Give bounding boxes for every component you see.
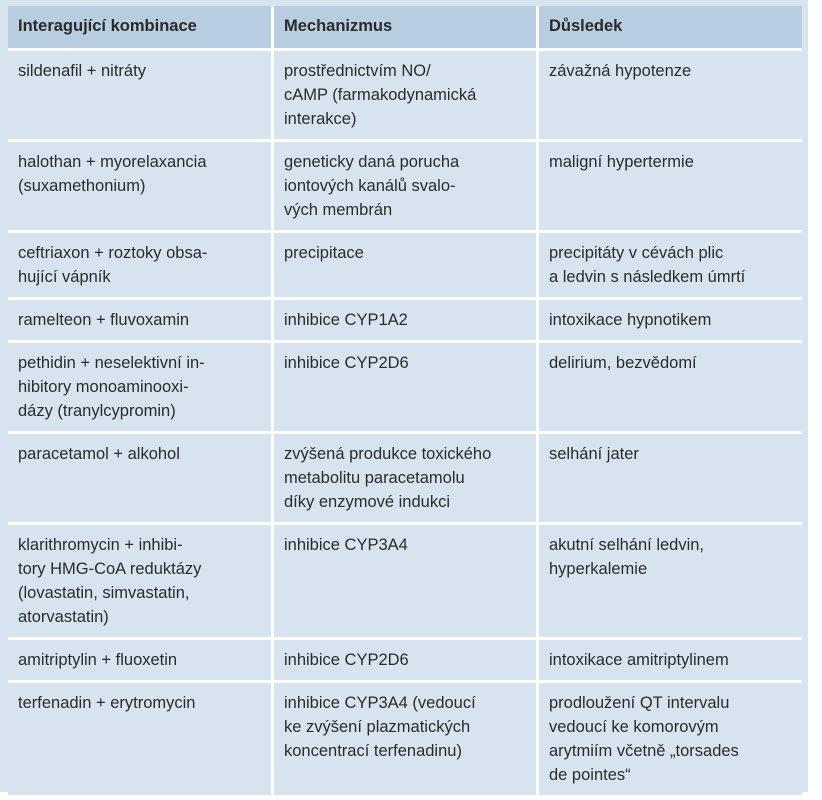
cell-consequence: maligní hypertermie [539, 139, 802, 230]
column-header-mechanism: Mechanizmus [274, 6, 539, 48]
table-row [8, 522, 802, 637]
cell-mechanism: inhibice CYP3A4 (vedoucí ke zvýšení plazmatických koncentrací terfenadinu) [274, 680, 539, 795]
cell-combination: halothan + myorelaxancia (suxamethonium) [8, 139, 274, 230]
cell-mechanism: inhibice CYP1A2 [274, 297, 539, 340]
cell-mechanism: zvýšená produkce toxického metabolitu paracetamolu díky enzymové indukci [274, 431, 539, 522]
cell-consequence: precipitáty v cévách plic a ledvin s následkem úmrtí [539, 230, 802, 297]
table-row [8, 680, 802, 795]
table-row [8, 139, 802, 230]
table-row [8, 230, 802, 297]
cell-mechanism: precipitace [274, 230, 539, 297]
cell-combination: paracetamol + alkohol [8, 431, 274, 522]
cell-consequence: prodloužení QT intervalu vedoucí ke komorovým arytmiím včetně „torsades de pointes“ [539, 680, 802, 795]
cell-combination: pethidin + neselektivní in- hibitory monoaminooxi- dázy (tranylcypromin) [8, 340, 274, 431]
cell-mechanism: geneticky daná porucha iontových kanálů svalo- vých membrán [274, 139, 539, 230]
table-row [8, 340, 802, 431]
table-row [8, 431, 802, 522]
cell-combination: ramelteon + fluvoxamin [8, 297, 274, 340]
table-header-row [8, 6, 802, 48]
cell-consequence: akutní selhání ledvin, hyperkalemie [539, 522, 802, 637]
cell-consequence: delirium, bezvědomí [539, 340, 802, 431]
cell-mechanism: prostřednictvím NO/ cAMP (farmakodynamická interakce) [274, 48, 539, 139]
cell-mechanism: inhibice CYP2D6 [274, 637, 539, 680]
cell-consequence: závažná hypotenze [539, 48, 802, 139]
cell-mechanism: inhibice CYP2D6 [274, 340, 539, 431]
cell-mechanism: inhibice CYP3A4 [274, 522, 539, 637]
cell-combination: ceftriaxon + roztoky obsa- hující vápník [8, 230, 274, 297]
cell-consequence: selhání jater [539, 431, 802, 522]
cell-consequence: intoxikace hypnotikem [539, 297, 802, 340]
cell-combination: terfenadin + erytromycin [8, 680, 274, 795]
cell-combination: klarithromycin + inhibi- tory HMG-CoA reduktázy (lovastatin, simvastatin, atorvastatin) [8, 522, 274, 637]
table-row [8, 48, 802, 139]
drug-interaction-table [8, 6, 802, 795]
column-header-combination: Interagující kombinace [8, 6, 274, 48]
cell-combination: sildenafil + nitráty [8, 48, 274, 139]
table-row [8, 297, 802, 340]
column-header-consequence: Důsledek [539, 6, 802, 48]
table-row [8, 637, 802, 680]
cell-combination: amitriptylin + fluoxetin [8, 637, 274, 680]
cell-consequence: intoxikace amitriptylinem [539, 637, 802, 680]
